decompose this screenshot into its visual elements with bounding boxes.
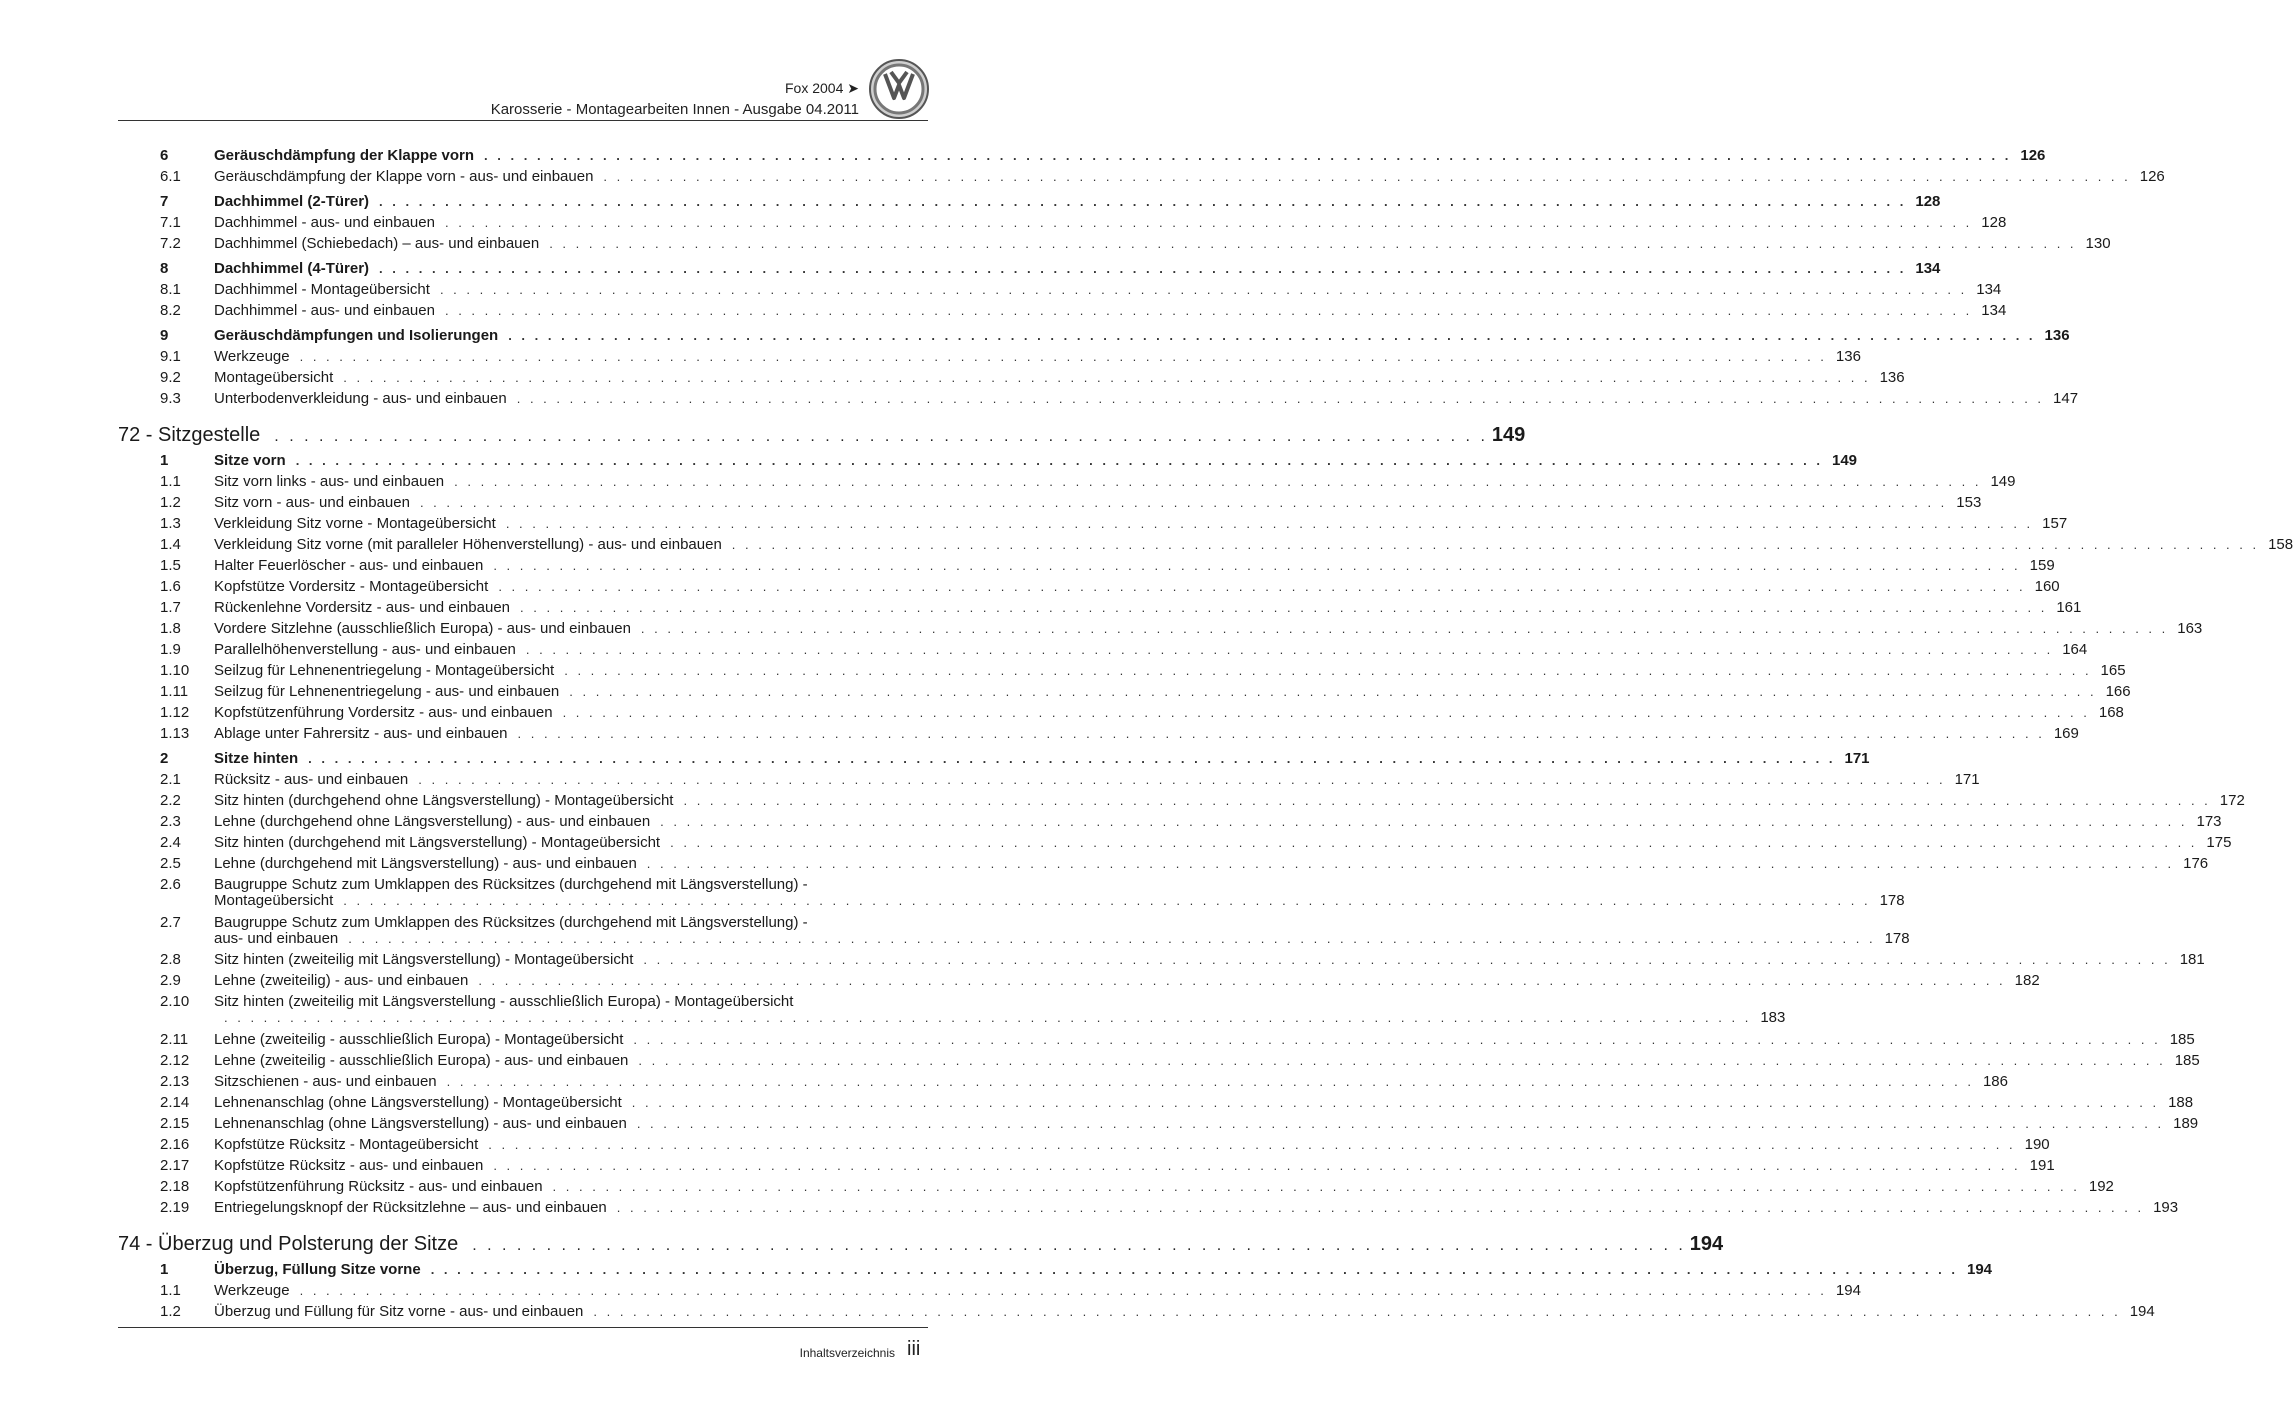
toc-entry[interactable] — [160, 640, 2088, 660]
toc-entry-page: 172 — [2219, 792, 2245, 809]
leader-dots — [603, 167, 2130, 187]
toc-entry-number: 8 — [160, 260, 169, 277]
toc-entry-title: Unterbodenverkleidung - aus- und einbauen — [214, 390, 507, 407]
toc-entry-title: Dachhimmel - aus- und einbauen — [214, 214, 435, 231]
leader-dots — [472, 1232, 1686, 1260]
leader-dots — [418, 770, 1945, 790]
leader-dots — [224, 1008, 1751, 1028]
toc-entry-page: 126 — [2020, 147, 2046, 164]
toc-entry-page: 192 — [2088, 1178, 2114, 1195]
toc-entry-number: 2.7 — [160, 914, 181, 931]
toc-chapter-title: 74 - Überzug und Polsterung der Sitze — [118, 1233, 459, 1255]
toc-entry-page: 136 — [1835, 348, 1861, 365]
toc-entry-title: Sitzschienen - aus- und einbauen — [214, 1073, 437, 1090]
toc-entry-page: 134 — [1915, 260, 1941, 277]
toc-entry-number: 1.6 — [160, 578, 181, 595]
toc-entry-title: Kopfstütze Rücksitz - aus- und einbauen — [214, 1157, 484, 1174]
toc-entry[interactable] — [160, 535, 2293, 555]
toc-entry[interactable] — [160, 1198, 2179, 1218]
toc-entry-number: 1.2 — [160, 1303, 181, 1320]
toc-entry[interactable] — [160, 682, 2131, 702]
toc-entry-number: 7.2 — [160, 235, 181, 252]
toc-entry[interactable] — [160, 749, 1870, 769]
toc-entry[interactable] — [160, 703, 2124, 723]
toc-entry-title: aus- und einbauen — [214, 930, 339, 947]
toc-entry-number: 2.3 — [160, 813, 181, 830]
toc-entry-number: 7 — [160, 193, 169, 210]
toc-entry-number: 2.9 — [160, 972, 181, 989]
toc-entry-title: Montageübersicht — [214, 892, 334, 909]
toc-entry-title: Dachhimmel - aus- und einbauen — [214, 302, 435, 319]
toc-entry[interactable] — [160, 389, 2079, 409]
header-subtitle: Karosserie - Montagearbeiten Innen - Ausgabe 04.2011 — [490, 101, 859, 118]
toc-entry[interactable] — [160, 347, 1861, 367]
toc-chapter-page: 149 — [1491, 424, 1526, 446]
leader-dots — [431, 1260, 1958, 1280]
toc-entry-title-line1: Sitz hinten (zweiteilig mit Längsverstellung - ausschließlich Europa) - Montageübersicht — [214, 993, 794, 1010]
toc-entry-page: 176 — [2183, 855, 2209, 872]
toc-entry-page: 163 — [2177, 620, 2203, 637]
toc-entry-number: 1.4 — [160, 536, 181, 553]
toc-entry-page: 149 — [1832, 452, 1858, 469]
leader-dots — [641, 619, 2168, 639]
toc-entry-number: 1.10 — [160, 662, 190, 679]
toc-entry[interactable] — [160, 619, 2203, 639]
toc-chapter[interactable] — [118, 421, 1526, 449]
toc-entry-number: 1 — [160, 452, 169, 469]
toc-entry[interactable] — [160, 992, 1786, 1032]
leader-dots — [379, 192, 1906, 212]
toc-entry-number: 8.2 — [160, 302, 181, 319]
toc-entry-page: 169 — [2053, 725, 2079, 742]
toc-entry-number: 1.7 — [160, 599, 181, 616]
toc-entry-title: Sitze hinten — [214, 750, 299, 767]
toc-entry-number: 2.12 — [160, 1052, 190, 1069]
leader-dots — [660, 812, 2187, 832]
leader-dots — [274, 423, 1488, 451]
toc-entry-page: 171 — [1844, 750, 1870, 767]
toc-entry-title: Kopfstütze Vordersitz - Montageübersicht — [214, 578, 489, 595]
toc-entry[interactable] — [160, 259, 1941, 279]
toc-entry-number: 9 — [160, 327, 169, 344]
toc-entry-page: 160 — [2034, 578, 2060, 595]
toc-entry-title: Sitz hinten (zweiteilig mit Längsverstellung) - Montageübersicht — [214, 951, 634, 968]
toc-entry[interactable] — [160, 326, 2070, 346]
toc-entry-title: Dachhimmel (4-Türer) — [214, 260, 370, 277]
toc-entry-title: Werkzeuge — [214, 1282, 290, 1299]
toc-entry-page: 178 — [1879, 892, 1905, 909]
toc-entry-number: 1.9 — [160, 641, 181, 658]
toc-entry-title-line1: Baugruppe Schutz zum Umklappen des Rücksitzes (durchgehend mit Längsverstellung) - — [214, 876, 808, 893]
toc-entry-title: Dachhimmel - Montageübersicht — [214, 281, 430, 298]
toc-entry-number: 1.3 — [160, 515, 181, 532]
toc-entry[interactable] — [160, 833, 2232, 853]
toc-entry-page: 175 — [2206, 834, 2232, 851]
toc-entry-title: Dachhimmel (Schiebedach) – aus- und einbauen — [214, 235, 540, 252]
leader-dots — [549, 234, 2076, 254]
header-model: Fox 2004 ➤ — [785, 80, 859, 96]
leader-dots — [643, 950, 2170, 970]
leader-dots — [617, 1198, 2144, 1218]
toc-entry[interactable] — [160, 1072, 2008, 1092]
toc-entry-page: 128 — [1915, 193, 1941, 210]
toc-entry-number: 2.2 — [160, 792, 181, 809]
leader-dots — [493, 556, 2020, 576]
leader-dots — [647, 854, 2174, 874]
toc-entry[interactable] — [160, 192, 1941, 212]
toc-entry-page: 149 — [1990, 473, 2016, 490]
toc-entry-number: 2.14 — [160, 1094, 190, 1111]
leader-dots — [343, 891, 1870, 911]
toc-entry[interactable] — [160, 577, 2060, 597]
toc-entry-title: Lehne (zweiteilig) - aus- und einbauen — [214, 972, 469, 989]
leader-dots — [593, 1302, 2120, 1322]
toc-entry-title: Vordere Sitzlehne (ausschließlich Europa) - aus- und einbauen — [214, 620, 631, 637]
leader-dots — [420, 493, 1947, 513]
toc-chapter-title: 72 - Sitzgestelle — [118, 424, 261, 446]
leader-dots — [445, 301, 1972, 321]
leader-dots — [445, 213, 1972, 233]
toc-entry[interactable] — [160, 661, 2126, 681]
toc-entry-page: 178 — [1884, 930, 1910, 947]
toc-entry-page: 159 — [2029, 557, 2055, 574]
toc-entry[interactable] — [160, 556, 2055, 576]
toc-entry[interactable] — [160, 1114, 2199, 1134]
leader-dots — [683, 791, 2210, 811]
toc-entry-number: 2.8 — [160, 951, 181, 968]
leader-dots — [454, 472, 1981, 492]
toc-entry[interactable] — [160, 1260, 1993, 1280]
toc-entry[interactable] — [160, 598, 2082, 618]
toc-entry-title: Parallelhöhenverstellung - aus- und einbauen — [214, 641, 516, 658]
toc-entry-number: 2.4 — [160, 834, 181, 851]
toc-entry-title: Sitz hinten (durchgehend ohne Längsverstellung) - Montageübersicht — [214, 792, 674, 809]
toc-entry-page: 194 — [1967, 1261, 1993, 1278]
toc-entry[interactable] — [160, 1281, 1861, 1301]
toc-entry-page: 165 — [2100, 662, 2126, 679]
toc-entry-title: Montageübersicht — [214, 369, 334, 386]
toc-entry-title: Werkzeuge — [214, 348, 290, 365]
toc-entry-number: 6 — [160, 147, 169, 164]
leader-dots — [508, 326, 2035, 346]
toc-entry-number: 2.1 — [160, 771, 181, 788]
toc-entry-page: 126 — [2139, 168, 2165, 185]
toc-entry-number: 1.8 — [160, 620, 181, 637]
header-rule — [118, 120, 928, 121]
toc-entry[interactable] — [160, 854, 2209, 874]
leader-dots — [637, 1114, 2164, 1134]
toc-entry-page: 136 — [1879, 369, 1905, 386]
toc-entry-page: 168 — [2098, 704, 2124, 721]
toc-entry-page: 182 — [2014, 972, 2040, 989]
toc-entry-number: 9.3 — [160, 390, 181, 407]
toc-entry[interactable] — [160, 1051, 2200, 1071]
toc-entry[interactable] — [160, 812, 2222, 832]
toc-entry-page: 130 — [2085, 235, 2111, 252]
toc-entry-page: 183 — [1760, 1009, 1786, 1026]
toc-entry[interactable] — [160, 167, 2165, 187]
toc-entry-title: Sitz hinten (durchgehend mit Längsverstellung) - Montageübersicht — [214, 834, 661, 851]
toc-entry-number: 2.16 — [160, 1136, 190, 1153]
leader-dots — [498, 577, 2025, 597]
toc-entry-page: 189 — [2173, 1115, 2199, 1132]
toc-entry-number: 2.11 — [160, 1031, 189, 1048]
toc-entry[interactable] — [160, 1177, 2114, 1197]
leader-dots — [518, 724, 2045, 744]
toc-entry-page: 190 — [2024, 1136, 2050, 1153]
leader-dots — [506, 514, 2033, 534]
toc-chapter-page: 194 — [1689, 1233, 1724, 1255]
footer-label: Inhaltsverzeichnis — [799, 1346, 895, 1360]
leader-dots — [300, 347, 1827, 367]
leader-dots — [478, 971, 2005, 991]
toc-entry-page: 173 — [2196, 813, 2222, 830]
toc-entry-title: Dachhimmel (2-Türer) — [214, 193, 370, 210]
toc-entry-number: 2.10 — [160, 993, 190, 1010]
toc-entry-page: 158 — [2268, 536, 2293, 553]
toc-entry-page: 185 — [2174, 1052, 2200, 1069]
toc-entry-title-line1: Baugruppe Schutz zum Umklappen des Rücksitzes (durchgehend mit Längsverstellung) - — [214, 914, 808, 931]
leader-dots — [493, 1156, 2020, 1176]
leader-dots — [564, 661, 2091, 681]
toc-entry-title: Lehne (durchgehend mit Längsverstellung) - aus- und einbauen — [214, 855, 637, 872]
toc-entry-title: Überzug, Füllung Sitze vorne — [214, 1261, 421, 1278]
toc-entry-page: 193 — [2153, 1199, 2179, 1216]
toc-chapter[interactable] — [118, 1230, 1724, 1258]
toc-entry[interactable] — [160, 950, 2205, 970]
leader-dots — [563, 703, 2090, 723]
toc-entry-number: 2.17 — [160, 1157, 190, 1174]
toc-entry[interactable] — [160, 1302, 2155, 1322]
toc-entry-page: 194 — [2129, 1303, 2155, 1320]
toc-entry-title: Halter Feuerlöscher - aus- und einbauen — [214, 557, 484, 574]
toc-entry-number: 2.15 — [160, 1115, 190, 1132]
toc-entry-number: 1.1 — [160, 473, 181, 490]
toc-entry-number: 1.12 — [160, 704, 190, 721]
toc-entry-title: Rücksitz - aus- und einbauen — [214, 771, 409, 788]
toc-entry-page: 153 — [1956, 494, 1982, 511]
toc-entry[interactable] — [160, 280, 2002, 300]
toc-entry-title: Geräuschdämpfung der Klappe vorn - aus- und einbauen — [214, 168, 594, 185]
toc-entry-page: 185 — [2169, 1031, 2195, 1048]
toc-entry-page: 157 — [2042, 515, 2068, 532]
toc-entry[interactable] — [160, 724, 2079, 744]
toc-entry-number: 8.1 — [160, 281, 181, 298]
leader-dots — [447, 1072, 1974, 1092]
leader-dots — [300, 1281, 1827, 1301]
leader-dots — [296, 451, 1823, 471]
toc-entry[interactable] — [160, 368, 1905, 388]
toc-entry[interactable] — [160, 913, 1910, 953]
toc-entry[interactable] — [160, 791, 2245, 811]
toc-entry-number: 1.2 — [160, 494, 181, 511]
leader-dots — [569, 682, 2096, 702]
toc-entry-number: 1.1 — [160, 1282, 181, 1299]
leader-dots — [526, 640, 2053, 660]
leader-dots — [348, 929, 1875, 949]
leader-dots — [440, 280, 1967, 300]
toc-entry[interactable] — [160, 451, 1858, 471]
toc-entry[interactable] — [160, 514, 2068, 534]
leader-dots — [379, 259, 1906, 279]
toc-entry-title: Lehnenanschlag (ohne Längsverstellung) - Montageübersicht — [214, 1094, 622, 1111]
toc-entry-page: 171 — [1954, 771, 1980, 788]
toc-entry-title: Seilzug für Lehnenentriegelung - aus- und einbauen — [214, 683, 560, 700]
toc-entry-title: Ablage unter Fahrersitz - aus- und einbauen — [214, 725, 508, 742]
toc-entry-title: Lehnenanschlag (ohne Längsverstellung) - aus- und einbauen — [214, 1115, 627, 1132]
toc-entry-number: 2.5 — [160, 855, 181, 872]
toc-entry-title: Rückenlehne Vordersitz - aus- und einbauen — [214, 599, 511, 616]
leader-dots — [632, 1093, 2159, 1113]
toc-entry-page: 136 — [2044, 327, 2070, 344]
leader-dots — [638, 1051, 2165, 1071]
footer-page-number: iii — [907, 1338, 921, 1360]
toc-entry[interactable] — [160, 472, 2016, 492]
toc-entry[interactable] — [160, 1135, 2050, 1155]
toc-entry-page: 161 — [2056, 599, 2082, 616]
toc-entry-page: 188 — [2168, 1094, 2194, 1111]
leader-dots — [488, 1135, 2015, 1155]
toc-entry[interactable] — [160, 301, 2007, 321]
toc-entry-page: 194 — [1835, 1282, 1861, 1299]
toc-entry-number: 1.13 — [160, 725, 190, 742]
toc-entry[interactable] — [160, 213, 2007, 233]
toc-entry-page: 186 — [1982, 1073, 2008, 1090]
leader-dots — [520, 598, 2047, 618]
toc-entry-title: Sitz vorn links - aus- und einbauen — [214, 473, 445, 490]
toc-entry-number: 1.11 — [160, 683, 189, 700]
toc-entry-title: Geräuschdämpfungen und Isolierungen — [214, 327, 499, 344]
toc-entry-page: 191 — [2029, 1157, 2055, 1174]
toc-entry-title: Verkleidung Sitz vorne - Montageübersicht — [214, 515, 496, 532]
toc-entry[interactable] — [160, 875, 1905, 915]
vw-logo-icon — [868, 58, 930, 120]
toc-entry-page: 164 — [2062, 641, 2088, 658]
toc-entry-number: 2.19 — [160, 1199, 190, 1216]
toc-entry-title: Kopfstütze Rücksitz - Montageübersicht — [214, 1136, 479, 1153]
footer-rule — [118, 1327, 928, 1328]
toc-entry-page: 147 — [2053, 390, 2079, 407]
toc-entry-title: Seilzug für Lehnenentriegelung - Montageübersicht — [214, 662, 555, 679]
toc-entry-page: 134 — [1976, 281, 2002, 298]
toc-entry[interactable] — [160, 1030, 2195, 1050]
toc-entry-title: Lehne (zweiteilig - ausschließlich Europa) - aus- und einbauen — [214, 1052, 629, 1069]
toc-entry-number: 6.1 — [160, 168, 181, 185]
toc-entry[interactable] — [160, 234, 2111, 254]
leader-dots — [484, 146, 2011, 166]
toc-entry-title: Lehne (durchgehend ohne Längsverstellung) - aus- und einbauen — [214, 813, 651, 830]
leader-dots — [670, 833, 2197, 853]
toc-entry-page: 181 — [2179, 951, 2205, 968]
toc-entry-number: 1 — [160, 1261, 169, 1278]
toc-entry[interactable] — [160, 1156, 2055, 1176]
toc-entry[interactable] — [160, 1093, 2194, 1113]
leader-dots — [343, 368, 1870, 388]
leader-dots — [732, 535, 2259, 555]
leader-dots — [517, 389, 2044, 409]
toc-entry-title: Entriegelungsknopf der Rücksitzlehne – aus- und einbauen — [214, 1199, 607, 1216]
toc-entry-number: 7.1 — [160, 214, 181, 231]
toc-entry-number: 2.6 — [160, 876, 181, 893]
toc-entry-title: Überzug und Füllung für Sitz vorne - aus- und einbauen — [214, 1303, 584, 1320]
leader-dots — [308, 749, 1835, 769]
toc-entry-title: Kopfstützenführung Rücksitz - aus- und einbauen — [214, 1178, 543, 1195]
toc-entry-number: 9.1 — [160, 348, 181, 365]
toc-entry[interactable] — [160, 971, 2040, 991]
toc-entry-number: 1.5 — [160, 557, 181, 574]
toc-entry-number: 2.18 — [160, 1178, 190, 1195]
toc-entry-title: Verkleidung Sitz vorne (mit paralleler Höhenverstellung) - aus- und einbauen — [214, 536, 722, 553]
toc-entry-number: 2.13 — [160, 1073, 190, 1090]
toc-entry[interactable] — [160, 146, 2046, 166]
leader-dots — [553, 1177, 2080, 1197]
toc-entry-page: 134 — [1981, 302, 2007, 319]
toc-entry-title: Sitze vorn — [214, 452, 286, 469]
toc-entry-title: Kopfstützenführung Vordersitz - aus- und einbauen — [214, 704, 553, 721]
leader-dots — [633, 1030, 2160, 1050]
toc-entry-title: Lehne (zweiteilig - ausschließlich Europa) - Montageübersicht — [214, 1031, 624, 1048]
toc-entry-title: Sitz vorn - aus- und einbauen — [214, 494, 410, 511]
toc-entry-page: 166 — [2105, 683, 2131, 700]
toc-entry-page: 128 — [1981, 214, 2007, 231]
toc-entry-number: 9.2 — [160, 369, 181, 386]
toc-entry-title: Geräuschdämpfung der Klappe vorn — [214, 147, 475, 164]
toc-entry-number: 2 — [160, 750, 169, 767]
toc-entry[interactable] — [160, 493, 1982, 513]
toc-entry[interactable] — [160, 770, 1980, 790]
